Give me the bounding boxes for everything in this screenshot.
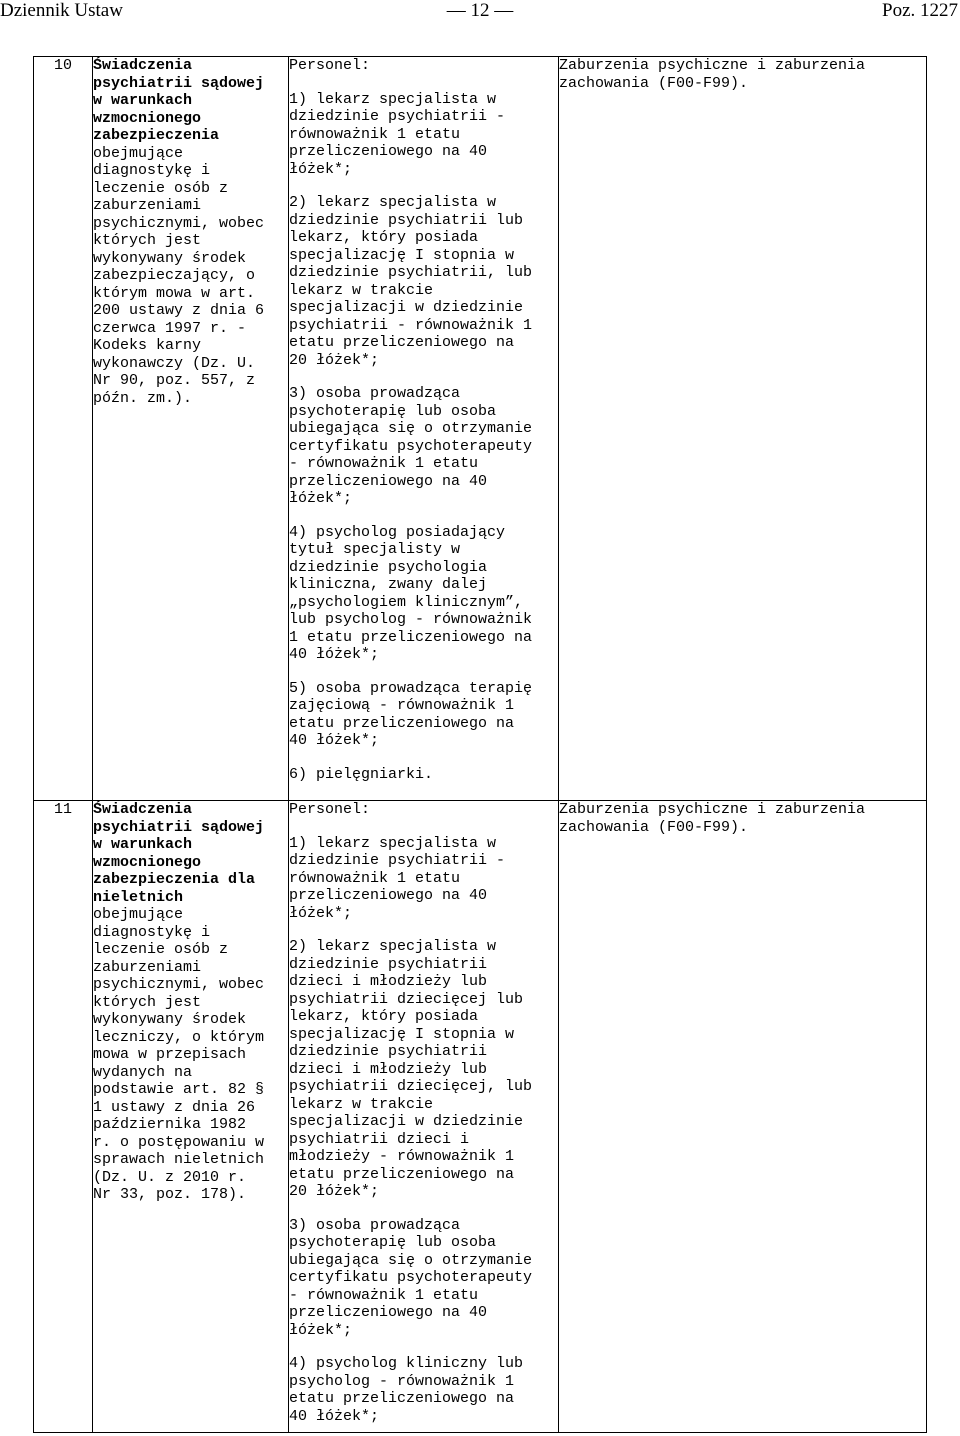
table-row	[34, 57, 927, 801]
row-number: 11	[53, 801, 72, 818]
service-title: Świadczenia psychiatrii sądowej w warunkach wzmocnionego zabezpieczenia dla nieletnich	[93, 801, 265, 906]
personnel-item: 4) psycholog kliniczny lub psycholog - równoważnik 1 etatu przeliczeniowego na 40 łóżek*;	[289, 1355, 524, 1425]
journal-name: Dziennik Ustaw	[0, 0, 123, 21]
services-table	[33, 56, 927, 1433]
personnel-label: Personel:	[289, 57, 371, 74]
personnel-item: 6) pielęgniarki.	[289, 765, 434, 783]
personnel-item: 4) psycholog posiadający tytuł specjalisty w dziedzinie psychologia kliniczna, zwany dalej „psychologiem klinicznym”, lub psycholog - równoważnik 1 etatu przeliczeniowego na 40 łóżek*;	[289, 523, 533, 663]
service-title: Świadczenia psychiatrii sądowej w warunkach wzmocnionego zabezpieczenia	[93, 57, 265, 144]
service-name-cell	[93, 801, 289, 1433]
service-description: obejmujące diagnostykę i leczenie osób z zaburzeniami psychicznymi, wobec których jest wykonywany środek zabezpieczający, o którym mowa w art. 200 ustawy z dnia 6 czerwca 1997 r. - Kodeks karny wykonawczy (Dz. U. Nr 90, poz. 557, z późn. zm.).	[93, 144, 265, 407]
personnel-item: 1) lekarz specjalista w dziedzinie psychiatrii - równoważnik 1 etatu przeliczeniowego na 40 łóżek*;	[289, 90, 506, 178]
service-name-cell	[93, 57, 289, 801]
table-row	[34, 801, 927, 1433]
position-number: Poz. 1227	[882, 0, 958, 21]
personnel-item: 2) lekarz specjalista w dziedzinie psychiatrii dzieci i młodzieży lub psychiatrii dziecięcej lub lekarz, który posiada specjalizację I stopnia w dziedzinie psychiatrii dzieci i młodzieży lub psychiatrii dziecięcej, lub lekarz w trakcie specjalizacji w dziedzinie psychiatrii dzieci i młodzieży - równoważnik 1 etatu przeliczeniowego na 20 łóżek*;	[289, 938, 533, 1200]
personnel-item: 2) lekarz specjalista w dziedzinie psychiatrii lub lekarz, który posiada specjalizację I stopnia w dziedzinie psychiatrii, lub lekarz w trakcie specjalizacji w dziedzinie psychiatrii - równoważnik 1 etatu przeliczeniowego na 20 łóżek*;	[289, 194, 533, 369]
personnel-cell	[289, 57, 559, 801]
row-number-cell	[34, 57, 93, 801]
personnel-item: 3) osoba prowadząca psychoterapię lub osoba ubiegająca się o otrzymanie certyfikatu psychoterapeuty - równoważnik 1 etatu przeliczeniowego na 40 łóżek*;	[289, 1216, 533, 1339]
diagnosis-cell	[559, 801, 927, 1433]
diagnosis-text: Zaburzenia psychiczne i zaburzenia zachowania (F00-F99).	[559, 801, 866, 836]
service-description: obejmujące diagnostykę i leczenie osób z zaburzeniami psychicznymi, wobec których jest wykonywany środek leczniczy, o którym mowa w przepisach wydanych na podstawie art. 82 § 1 ustawy z dnia 26 października 1982 r. o postępowaniu w sprawach nieletnich (Dz. U. z 2010 r. Nr 33, poz. 178).	[93, 906, 265, 1203]
personnel-cell	[289, 801, 559, 1433]
page-number: — 12 —	[446, 0, 514, 21]
personnel-item: 3) osoba prowadząca psychoterapię lub osoba ubiegająca się o otrzymanie certyfikatu psychoterapeuty - równoważnik 1 etatu przeliczeniowego na 40 łóżek*;	[289, 385, 533, 507]
page-header	[0, 0, 960, 26]
personnel-label: Personel:	[289, 801, 371, 818]
row-number: 10	[53, 57, 72, 74]
diagnosis-cell	[559, 57, 927, 801]
personnel-item: 5) osoba prowadząca terapię zajęciową - równoważnik 1 etatu przeliczeniowego na 40 łóżek*;	[289, 679, 533, 749]
diagnosis-text: Zaburzenia psychiczne i zaburzenia zachowania (F00-F99).	[559, 57, 866, 92]
personnel-item: 1) lekarz specjalista w dziedzinie psychiatrii - równoważnik 1 etatu przeliczeniowego na 40 łóżek*;	[289, 834, 506, 922]
row-number-cell	[34, 801, 93, 1433]
